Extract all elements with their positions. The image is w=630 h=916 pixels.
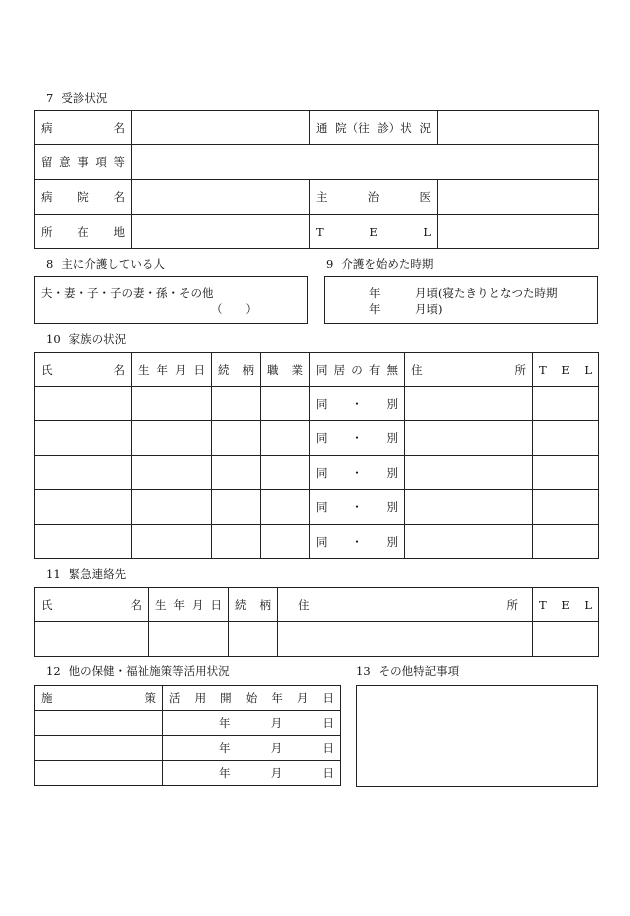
family-cohabit-cell[interactable]: 同 ・ 別 — [310, 456, 405, 490]
family-birth-cell[interactable] — [132, 525, 212, 559]
family-relation-cell[interactable] — [212, 421, 261, 456]
family-birth-cell[interactable] — [132, 490, 212, 525]
visit-status-label: 通 院（往 診）状 況 — [310, 111, 438, 145]
section-11-title: 緊急連絡先 — [68, 567, 127, 581]
emergency-tel-cell[interactable] — [533, 622, 599, 657]
section-12-heading — [46, 664, 230, 678]
table-row — [35, 387, 599, 421]
section-7-number: 7 — [46, 91, 54, 105]
family-job-cell[interactable] — [261, 490, 310, 525]
family-birth-cell[interactable] — [132, 456, 212, 490]
emergency-contact-table — [34, 587, 599, 657]
section-13-title: その他特記事項 — [378, 664, 460, 678]
hospital-tel-field[interactable] — [438, 215, 599, 249]
family-cohabit-cell[interactable]: 同 ・ 別 — [310, 421, 405, 456]
family-birth-cell[interactable] — [132, 387, 212, 421]
table-row — [35, 761, 341, 786]
family-name-cell[interactable] — [35, 456, 132, 490]
special-notes-box[interactable] — [356, 685, 598, 787]
family-tel-cell[interactable] — [533, 421, 599, 456]
table-row — [35, 622, 599, 657]
section-12-title: 他の保健・福祉施策等活用状況 — [68, 664, 230, 678]
section-8-title: 主に介護している人 — [61, 257, 165, 271]
table-row — [35, 215, 599, 249]
care-start-year-label: 年 — [369, 286, 381, 300]
emergency-address-header: 住 所 — [278, 588, 533, 622]
family-cohabit-cell[interactable]: 同 ・ 別 — [310, 490, 405, 525]
family-address-cell[interactable] — [405, 387, 533, 421]
section-7-title: 受診状況 — [61, 91, 108, 105]
start-date-cell[interactable]: 年 月 日 — [163, 736, 341, 761]
emergency-relation-header: 続 柄 — [229, 588, 278, 622]
location-label: 所 在 地 — [35, 215, 132, 249]
bedridden-month-label: 月頃) — [415, 302, 443, 316]
section-8-number: 8 — [46, 257, 54, 271]
hospital-tel-label: T E L — [310, 215, 438, 249]
family-job-cell[interactable] — [261, 421, 310, 456]
emergency-birth-cell[interactable] — [149, 622, 229, 657]
section-9-heading — [326, 257, 433, 271]
family-address-header: 住 所 — [405, 353, 533, 387]
emergency-name-cell[interactable] — [35, 622, 149, 657]
family-header-row — [35, 353, 599, 387]
table-row — [35, 180, 599, 215]
family-tel-header: T E L — [533, 353, 599, 387]
measure-cell[interactable] — [35, 761, 163, 786]
welfare-header-row — [35, 686, 341, 711]
family-relation-cell[interactable] — [212, 456, 261, 490]
emergency-birth-header: 生 年 月 日 — [149, 588, 229, 622]
table-row — [35, 736, 341, 761]
family-tel-cell[interactable] — [533, 490, 599, 525]
caregiver-options: 夫・妻・子・子の妻・孫・その他 — [41, 286, 214, 300]
table-row — [35, 421, 599, 456]
bedridden-year-label: 年 — [369, 302, 381, 316]
welfare-services-table — [34, 685, 341, 786]
start-date-cell[interactable]: 年 月 日 — [163, 711, 341, 736]
primary-caregiver-box[interactable] — [34, 276, 308, 324]
measure-cell[interactable] — [35, 711, 163, 736]
section-9-title: 介護を始めた時期 — [341, 257, 434, 271]
family-job-cell[interactable] — [261, 456, 310, 490]
family-address-cell[interactable] — [405, 421, 533, 456]
family-name-cell[interactable] — [35, 525, 132, 559]
section-9-number: 9 — [326, 257, 334, 271]
care-start-month-label: 月頃(寝たきりとなつた時期 — [415, 286, 558, 300]
start-date-cell[interactable]: 年 月 日 — [163, 761, 341, 786]
family-tel-cell[interactable] — [533, 387, 599, 421]
start-date-header: 活 用 開 始 年 月 日 — [163, 686, 341, 711]
family-cohabit-cell[interactable]: 同 ・ 別 — [310, 525, 405, 559]
family-relation-header: 続 柄 — [212, 353, 261, 387]
section-12-number: 12 — [46, 664, 61, 678]
family-table — [34, 352, 599, 559]
emergency-name-header: 氏 名 — [35, 588, 149, 622]
family-cohabit-cell[interactable]: 同 ・ 別 — [310, 387, 405, 421]
section-8-heading — [46, 257, 165, 271]
family-birth-cell[interactable] — [132, 421, 212, 456]
family-birth-header: 生 年 月 日 — [132, 353, 212, 387]
family-relation-cell[interactable] — [212, 525, 261, 559]
family-tel-cell[interactable] — [533, 456, 599, 490]
emergency-tel-header: T E L — [533, 588, 599, 622]
hospital-name-field[interactable] — [132, 180, 310, 215]
emergency-header-row — [35, 588, 599, 622]
section-7-heading — [46, 91, 107, 105]
family-address-cell[interactable] — [405, 456, 533, 490]
section-13-heading — [356, 664, 459, 678]
consultation-table — [34, 110, 599, 249]
family-address-cell[interactable] — [405, 525, 533, 559]
attending-doctor-field[interactable] — [438, 180, 599, 215]
section-11-heading — [46, 567, 126, 581]
family-relation-cell[interactable] — [212, 490, 261, 525]
notes-field[interactable] — [132, 145, 599, 180]
table-row — [35, 490, 599, 525]
care-start-box[interactable] — [324, 276, 598, 324]
disease-name-field[interactable] — [132, 111, 310, 145]
location-field[interactable] — [132, 215, 310, 249]
family-name-cell[interactable] — [35, 387, 132, 421]
visit-status-field[interactable] — [438, 111, 599, 145]
family-address-cell[interactable] — [405, 490, 533, 525]
section-10-heading — [46, 332, 126, 346]
table-row — [35, 711, 341, 736]
measure-cell[interactable] — [35, 736, 163, 761]
family-name-cell[interactable] — [35, 490, 132, 525]
section-10-title: 家族の状況 — [68, 332, 127, 346]
disease-name-label: 病 名 — [35, 111, 132, 145]
family-relation-cell[interactable] — [212, 387, 261, 421]
hospital-name-label: 病 院 名 — [35, 180, 132, 215]
attending-doctor-label: 主 治 医 — [310, 180, 438, 215]
table-row — [35, 456, 599, 490]
section-10-number: 10 — [46, 332, 61, 346]
notes-label: 留 意 事 項 等 — [35, 145, 132, 180]
table-row — [35, 525, 599, 559]
emergency-relation-cell[interactable] — [229, 622, 278, 657]
measure-header: 施 策 — [35, 686, 163, 711]
family-job-cell[interactable] — [261, 525, 310, 559]
family-job-header: 職 業 — [261, 353, 310, 387]
emergency-address-cell[interactable] — [278, 622, 533, 657]
table-row — [35, 145, 599, 180]
family-job-cell[interactable] — [261, 387, 310, 421]
family-cohabit-header: 同 居 の 有 無 — [310, 353, 405, 387]
family-name-cell[interactable] — [35, 421, 132, 456]
table-row — [35, 111, 599, 145]
section-13-number: 13 — [356, 664, 371, 678]
family-name-header: 氏 名 — [35, 353, 132, 387]
section-11-number: 11 — [46, 567, 61, 581]
family-tel-cell[interactable] — [533, 525, 599, 559]
caregiver-other-paren: （ ） — [211, 302, 257, 316]
